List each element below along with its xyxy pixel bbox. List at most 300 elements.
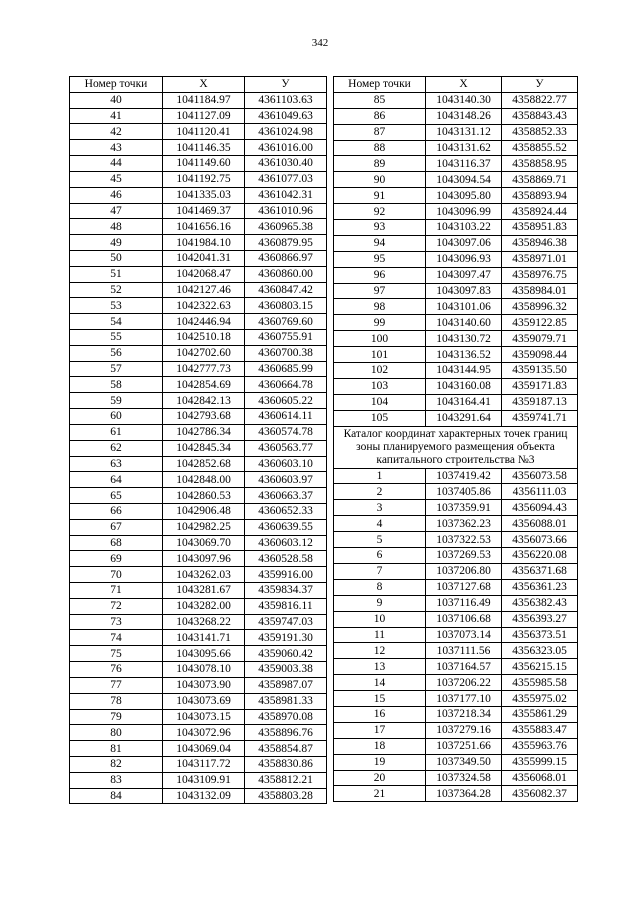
table-row [334,516,578,532]
cell-y: 4360685.99 [245,361,327,377]
cell-x: 1037279.16 [426,722,502,738]
table-row [334,188,578,204]
cell-x: 1043282.00 [163,598,245,614]
cell-point-number: 5 [334,532,426,548]
cell-point-number: 89 [334,156,426,172]
cell-x: 1037073.14 [426,627,502,643]
table-row [70,772,327,788]
table-row [334,770,578,786]
cell-point-number: 57 [70,361,163,377]
cell-point-number: 8 [334,579,426,595]
cell-point-number: 17 [334,722,426,738]
table-row [70,345,327,361]
cell-y: 4358976.75 [502,267,578,283]
cell-x: 1037251.66 [426,738,502,754]
cell-x: 1037127.68 [426,579,502,595]
cell-point-number: 82 [70,756,163,772]
table-row [334,738,578,754]
cell-x: 1041335.03 [163,187,245,203]
cell-y: 4360605.22 [245,393,327,409]
table-row [70,140,327,156]
cell-y: 4358996.32 [502,299,578,315]
table-row [334,410,578,426]
cell-point-number: 18 [334,738,426,754]
cell-point-number: 58 [70,377,163,393]
cell-x: 1037206.80 [426,563,502,579]
table-row [334,299,578,315]
cell-y: 4359816.11 [245,598,327,614]
table-row [70,361,327,377]
table-header-row [70,77,327,93]
table-header-row [334,77,578,93]
cell-x: 1042842.13 [163,393,245,409]
table-row [70,203,327,219]
cell-point-number: 70 [70,567,163,583]
cell-point-number: 74 [70,630,163,646]
table-row [334,347,578,363]
cell-x: 1043069.04 [163,741,245,757]
cell-y: 4359171.83 [502,378,578,394]
table-row [334,563,578,579]
cell-x: 1043073.15 [163,709,245,725]
cell-y: 4358854.87 [245,741,327,757]
cell-y: 4359187.13 [502,394,578,410]
cell-point-number: 94 [334,235,426,251]
cell-x: 1041984.10 [163,235,245,251]
cell-x: 1043262.03 [163,567,245,583]
cell-y: 4359098.44 [502,347,578,363]
catalog-caption: Каталог координат характерных точек границ зоны планируемого размещения объекта капитального строительства №3 [334,426,578,468]
cell-point-number: 83 [70,772,163,788]
cell-point-number: 56 [70,345,163,361]
cell-x: 1037349.50 [426,754,502,770]
cell-point-number: 78 [70,693,163,709]
cell-point-number: 9 [334,595,426,611]
cell-point-number: 99 [334,315,426,331]
cell-y: 4361016.00 [245,140,327,156]
table-row [334,394,578,410]
cell-y: 4356094.43 [502,500,578,516]
table-row [334,204,578,220]
cell-y: 4359741.71 [502,410,578,426]
table-row [334,220,578,236]
table-row [70,567,327,583]
table-row [70,409,327,425]
table-row [334,706,578,722]
column-header-y: У [245,77,327,93]
cell-y: 4358924.44 [502,204,578,220]
cell-x: 1043132.09 [163,788,245,804]
cell-point-number: 72 [70,598,163,614]
cell-y: 4355963.76 [502,738,578,754]
column-header-point-number: Номер точки [334,77,426,93]
table-row [70,662,327,678]
cell-x: 1043097.47 [426,267,502,283]
cell-x: 1043131.12 [426,124,502,140]
table-row [70,551,327,567]
cell-y: 4356371.68 [502,563,578,579]
cell-x: 1042777.73 [163,361,245,377]
table-row [334,363,578,379]
cell-y: 4361049.63 [245,108,327,124]
table-row [70,488,327,504]
table-row [70,535,327,551]
cell-y: 4355985.58 [502,675,578,691]
cell-x: 1043096.93 [426,251,502,267]
cell-y: 4358971.01 [502,251,578,267]
cell-x: 1043281.67 [163,583,245,599]
cell-y: 4359079.71 [502,331,578,347]
cell-x: 1037324.58 [426,770,502,786]
cell-y: 4360803.15 [245,298,327,314]
cell-y: 4358852.33 [502,124,578,140]
cell-x: 1042041.31 [163,250,245,266]
cell-x: 1043136.52 [426,347,502,363]
cell-x: 1037206.22 [426,675,502,691]
table-row [334,532,578,548]
cell-y: 4359747.03 [245,614,327,630]
cell-x: 1043094.54 [426,172,502,188]
cell-x: 1037359.91 [426,500,502,516]
cell-x: 1037269.53 [426,548,502,564]
table-row [70,725,327,741]
cell-y: 4360563.77 [245,440,327,456]
cell-y: 4359060.42 [245,646,327,662]
cell-point-number: 71 [70,583,163,599]
cell-y: 4359003.38 [245,662,327,678]
cell-point-number: 3 [334,500,426,516]
cell-x: 1043097.83 [426,283,502,299]
table-row [70,393,327,409]
cell-x: 1037106.68 [426,611,502,627]
cell-point-number: 7 [334,563,426,579]
cell-y: 4359122.85 [502,315,578,331]
cell-x: 1042322.63 [163,298,245,314]
cell-point-number: 75 [70,646,163,662]
table-row [70,424,327,440]
cell-x: 1041656.16 [163,219,245,235]
cell-x: 1043144.95 [426,363,502,379]
cell-point-number: 11 [334,627,426,643]
table-row [334,484,578,500]
table-row [334,92,578,108]
cell-x: 1043131.62 [426,140,502,156]
cell-point-number: 53 [70,298,163,314]
table-row [70,630,327,646]
cell-y: 4356393.27 [502,611,578,627]
cell-y: 4358812.21 [245,772,327,788]
cell-x: 1037177.10 [426,691,502,707]
cell-point-number: 76 [70,662,163,678]
table-row [70,472,327,488]
cell-point-number: 88 [334,140,426,156]
column-header-x: X [426,77,502,93]
cell-x: 1037322.53 [426,532,502,548]
table-row [334,786,578,802]
cell-x: 1043078.10 [163,662,245,678]
cell-y: 4360663.37 [245,488,327,504]
cell-point-number: 101 [334,347,426,363]
cell-point-number: 59 [70,393,163,409]
cell-x: 1042845.34 [163,440,245,456]
cell-y: 4356073.66 [502,532,578,548]
table-row [334,548,578,564]
cell-y: 4360652.33 [245,503,327,519]
column-header-x: X [163,77,245,93]
cell-point-number: 81 [70,741,163,757]
cell-y: 4358951.83 [502,220,578,236]
table-row [70,693,327,709]
column-header-point-number: Номер точки [70,77,163,93]
cell-point-number: 64 [70,472,163,488]
cell-y: 4360614.11 [245,409,327,425]
table-row [334,611,578,627]
cell-y: 4358987.07 [245,677,327,693]
cell-point-number: 77 [70,677,163,693]
cell-point-number: 95 [334,251,426,267]
cell-point-number: 6 [334,548,426,564]
cell-y: 4361024.98 [245,124,327,140]
cell-y: 4360700.38 [245,345,327,361]
cell-point-number: 103 [334,378,426,394]
cell-y: 4360603.12 [245,535,327,551]
cell-y: 4360860.00 [245,266,327,282]
cell-point-number: 100 [334,331,426,347]
cell-x: 1043072.96 [163,725,245,741]
cell-y: 4355861.29 [502,706,578,722]
table-row [70,741,327,757]
right-coordinates-table [333,76,578,802]
table-row [70,709,327,725]
cell-x: 1042860.53 [163,488,245,504]
cell-y: 4359191.30 [245,630,327,646]
cell-point-number: 87 [334,124,426,140]
cell-point-number: 69 [70,551,163,567]
cell-x: 1041469.37 [163,203,245,219]
cell-y: 4355975.02 [502,691,578,707]
cell-x: 1042786.34 [163,424,245,440]
cell-x: 1037218.34 [426,706,502,722]
cell-x: 1041192.75 [163,171,245,187]
cell-x: 1037405.86 [426,484,502,500]
cell-point-number: 21 [334,786,426,802]
table-row [70,614,327,630]
table-row [70,250,327,266]
cell-point-number: 63 [70,456,163,472]
cell-x: 1043140.30 [426,92,502,108]
cell-point-number: 50 [70,250,163,266]
cell-point-number: 15 [334,691,426,707]
cell-x: 1042982.25 [163,519,245,535]
left-coordinates-table [69,76,327,804]
cell-x: 1043268.22 [163,614,245,630]
cell-x: 1042510.18 [163,330,245,346]
cell-x: 1043116.37 [426,156,502,172]
column-header-y: У [502,77,578,93]
cell-point-number: 91 [334,188,426,204]
table-row [70,219,327,235]
table-row [70,156,327,172]
cell-x: 1043096.99 [426,204,502,220]
table-row [70,456,327,472]
table-row [334,267,578,283]
cell-point-number: 16 [334,706,426,722]
cell-x: 1042848.00 [163,472,245,488]
cell-x: 1043160.08 [426,378,502,394]
cell-x: 1041184.97 [163,92,245,108]
cell-point-number: 93 [334,220,426,236]
table-row [70,171,327,187]
table-row [334,251,578,267]
cell-point-number: 49 [70,235,163,251]
cell-point-number: 54 [70,314,163,330]
cell-y: 4356073.58 [502,468,578,484]
cell-x: 1042852.68 [163,456,245,472]
cell-y: 4356082.37 [502,786,578,802]
cell-y: 4360965.38 [245,219,327,235]
cell-point-number: 43 [70,140,163,156]
table-row [334,722,578,738]
cell-point-number: 42 [70,124,163,140]
cell-point-number: 60 [70,409,163,425]
table-row [334,172,578,188]
cell-y: 4358981.33 [245,693,327,709]
cell-point-number: 86 [334,108,426,124]
cell-y: 4356215.15 [502,659,578,675]
cell-point-number: 1 [334,468,426,484]
cell-point-number: 102 [334,363,426,379]
cell-x: 1042068.47 [163,266,245,282]
table-row [70,583,327,599]
cell-x: 1037164.57 [426,659,502,675]
cell-y: 4355999.15 [502,754,578,770]
cell-point-number: 105 [334,410,426,426]
cell-x: 1043097.96 [163,551,245,567]
table-row [70,756,327,772]
cell-point-number: 73 [70,614,163,630]
cell-y: 4356088.01 [502,516,578,532]
cell-point-number: 19 [334,754,426,770]
cell-y: 4360639.55 [245,519,327,535]
cell-x: 1042446.94 [163,314,245,330]
cell-x: 1042854.69 [163,377,245,393]
cell-x: 1043141.71 [163,630,245,646]
cell-y: 4361042.31 [245,187,327,203]
cell-point-number: 61 [70,424,163,440]
cell-x: 1043069.70 [163,535,245,551]
table-row [70,124,327,140]
cell-point-number: 13 [334,659,426,675]
cell-y: 4361103.63 [245,92,327,108]
cell-y: 4356373.51 [502,627,578,643]
page-number: 342 [311,37,329,49]
cell-point-number: 2 [334,484,426,500]
table-row [70,282,327,298]
cell-x: 1043148.26 [426,108,502,124]
cell-point-number: 90 [334,172,426,188]
table-row [334,283,578,299]
cell-point-number: 55 [70,330,163,346]
cell-y: 4360769.60 [245,314,327,330]
table-row [334,156,578,172]
cell-point-number: 104 [334,394,426,410]
cell-x: 1041127.09 [163,108,245,124]
cell-point-number: 52 [70,282,163,298]
cell-point-number: 20 [334,770,426,786]
cell-x: 1043291.64 [426,410,502,426]
cell-point-number: 41 [70,108,163,124]
cell-point-number: 44 [70,156,163,172]
cell-point-number: 92 [334,204,426,220]
cell-point-number: 14 [334,675,426,691]
cell-x: 1042702.60 [163,345,245,361]
table-row [334,140,578,156]
cell-y: 4360755.91 [245,330,327,346]
cell-y: 4360603.10 [245,456,327,472]
cell-point-number: 98 [334,299,426,315]
table-row [70,503,327,519]
table-row [70,330,327,346]
cell-x: 1037111.56 [426,643,502,659]
cell-x: 1042127.46 [163,282,245,298]
table-row [70,314,327,330]
cell-point-number: 79 [70,709,163,725]
cell-x: 1037419.42 [426,468,502,484]
cell-y: 4358803.28 [245,788,327,804]
cell-y: 4355883.47 [502,722,578,738]
cell-x: 1041146.35 [163,140,245,156]
cell-y: 4359834.37 [245,583,327,599]
cell-point-number: 45 [70,171,163,187]
cell-x: 1043073.69 [163,693,245,709]
cell-y: 4359135.50 [502,363,578,379]
table-row [70,187,327,203]
cell-x: 1037362.23 [426,516,502,532]
table-row [334,500,578,516]
cell-x: 1042793.68 [163,409,245,425]
table-row [334,468,578,484]
cell-y: 4358893.94 [502,188,578,204]
cell-y: 4358970.08 [245,709,327,725]
cell-y: 4360847.42 [245,282,327,298]
table-row [70,298,327,314]
cell-y: 4356111.03 [502,484,578,500]
table-row [70,266,327,282]
cell-y: 4358843.43 [502,108,578,124]
table-row [70,235,327,251]
table-row [70,598,327,614]
cell-point-number: 85 [334,92,426,108]
table-row [70,646,327,662]
table-row [70,108,327,124]
table-row [334,691,578,707]
cell-y: 4358896.76 [245,725,327,741]
cell-y: 4358830.86 [245,756,327,772]
cell-x: 1042906.48 [163,503,245,519]
table-row [334,659,578,675]
cell-x: 1043103.22 [426,220,502,236]
table-row [334,579,578,595]
cell-x: 1043101.06 [426,299,502,315]
cell-x: 1043073.90 [163,677,245,693]
cell-point-number: 48 [70,219,163,235]
cell-y: 4358855.52 [502,140,578,156]
table-row [334,108,578,124]
cell-point-number: 40 [70,92,163,108]
cell-y: 4358822.77 [502,92,578,108]
cell-x: 1041149.60 [163,156,245,172]
cell-y: 4361030.40 [245,156,327,172]
